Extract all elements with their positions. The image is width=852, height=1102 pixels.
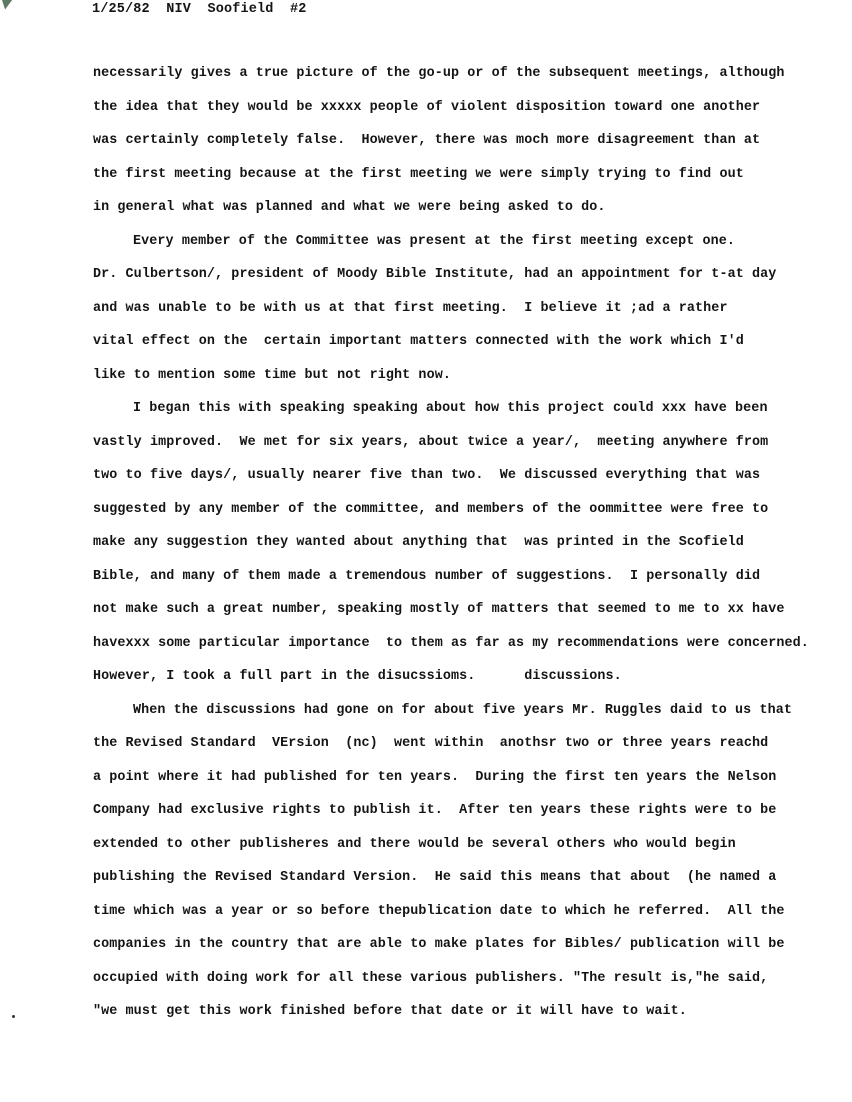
text-line: the first meeting because at the first meeting we were simply trying to find out <box>93 166 744 182</box>
text-line: Company had exclusive rights to publish it. After ten years these rights were to be <box>93 803 777 818</box>
text-line: When the discussions had gone on for about five years Mr. Ruggles daid to us that <box>133 702 792 718</box>
page-header: 1/25/82 NIV Soofield #2 <box>92 2 307 17</box>
text-line: the idea that they would be xxxxx people of violent disposition toward one another <box>93 99 761 115</box>
text-line: I began this with speaking speaking about how this project could xxx have been <box>133 401 768 416</box>
text-line: like to mention some time but not right now. <box>93 367 451 383</box>
text-line: time which was a year or so before thepublication date to which he referred. All the <box>93 903 785 919</box>
text-line: Dr. Culbertson/, president of Moody Bible Institute, had an appointment for t-at day <box>93 267 777 282</box>
text-line: occupied with doing work for all these various publishers. "The result is,"he said, <box>93 970 769 986</box>
text-line: companies in the country that are able to make plates for Bibles/ publication will be <box>93 937 785 952</box>
text-line: make any suggestion they wanted about anything that was printed in the Scofield <box>93 535 744 550</box>
text-line: Every member of the Committee was present at the first meeting except one. <box>133 233 736 249</box>
text-line: vital effect on the certain important matters connected with the work which I'd <box>93 334 744 349</box>
text-line: "we must get this work finished before that date or it will have to wait. <box>93 1004 687 1019</box>
scan-speck <box>12 1015 15 1018</box>
text-line: publishing the Revised Standard Version. He said this means that about (he named a <box>93 870 777 885</box>
text-line: havexxx some particular importance to them as far as my recommendations were concerned. <box>93 635 809 651</box>
page-corner-mark <box>2 0 18 10</box>
text-line: a point where it had published for ten years. During the first ten years the Nelson <box>93 769 777 785</box>
text-line: two to five days/, usually nearer five than two. We discussed everything that was <box>93 468 761 483</box>
body-text <box>93 62 843 1034</box>
text-line: the Revised Standard VErsion (nc) went within anothsr two or three years reachd <box>93 736 769 751</box>
text-line: Bible, and many of them made a tremendous number of suggestions. I personally did <box>93 568 761 584</box>
text-line: extended to other publisheres and there would be several others who would begin <box>93 836 736 852</box>
text-line: in general what was planned and what we were being asked to do. <box>93 200 606 215</box>
text-line: However, I took a full part in the disucssioms. discussions. <box>93 669 622 684</box>
text-line: not make such a great number, speaking mostly of matters that seemed to me to xx have <box>93 602 785 617</box>
text-line: vastly improved. We met for six years, about twice a year/, meeting anywhere from <box>93 434 769 450</box>
text-line: necessarily gives a true picture of the go-up or of the subsequent meetings, although <box>93 66 785 81</box>
text-line: suggested by any member of the committee, and members of the oommittee were free to <box>93 501 769 517</box>
text-line: was certainly completely false. However, there was moch more disagreement than at <box>93 133 761 148</box>
text-line: and was unable to be with us at that first meeting. I believe it ;ad a rather <box>93 300 728 316</box>
